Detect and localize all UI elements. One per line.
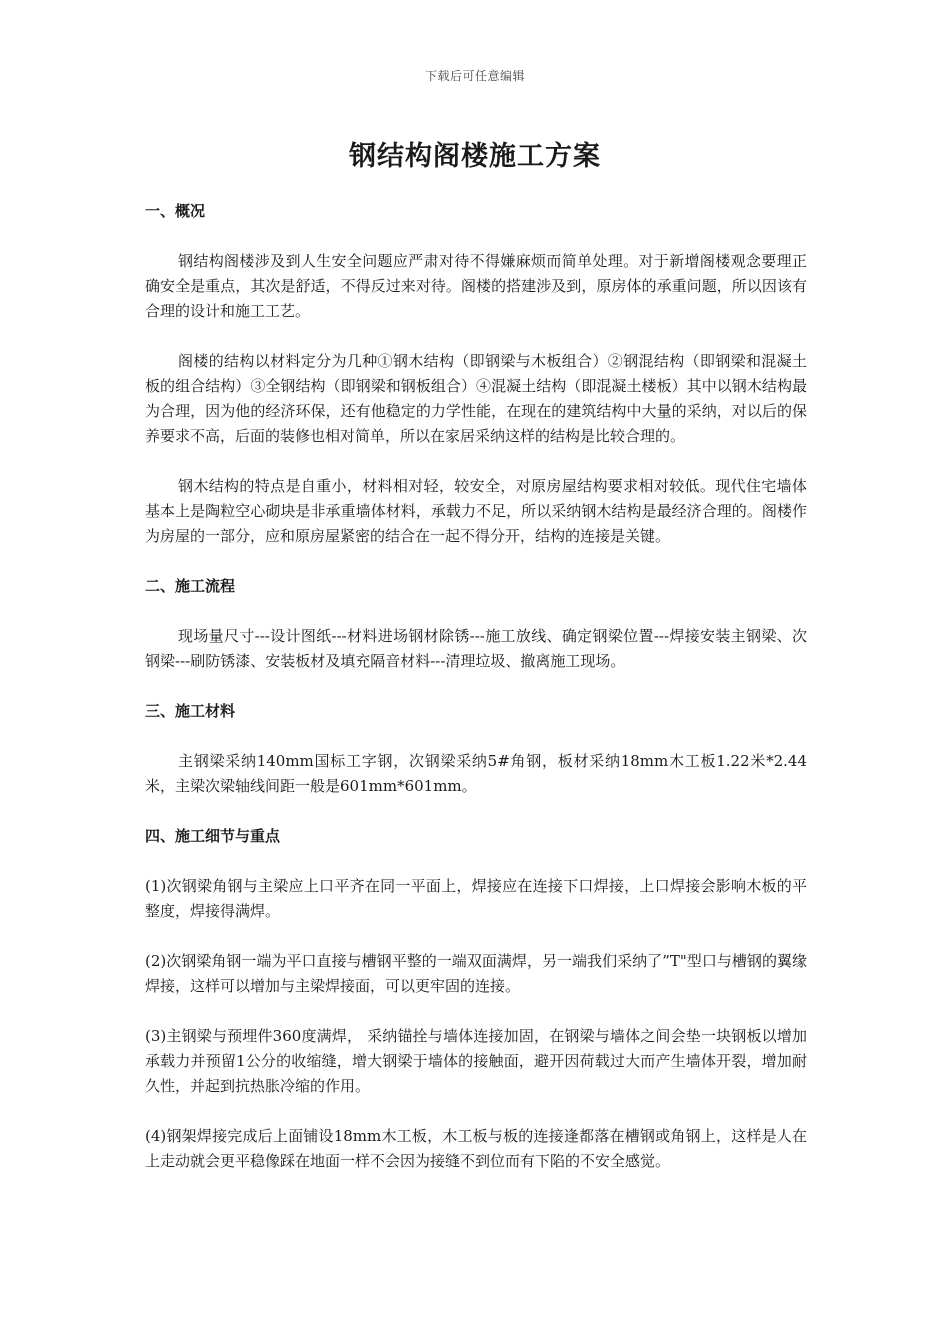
section-heading: 三、施工材料 xyxy=(145,702,236,720)
section-overview xyxy=(145,199,807,549)
paragraph: 钢结构阁楼涉及到人生安全问题应严肃对待不得嫌麻烦而简单处理。对于新增阁楼观念要理正确安全是重点，其次是舒适，不得反过来对待。阁楼的搭建涉及到，原房体的承重问题，所以因该有合理的设计和施工工艺。 xyxy=(145,252,807,320)
document-title: 钢结构阁楼施工方案 xyxy=(349,141,601,172)
section-process xyxy=(145,574,807,674)
section-materials xyxy=(145,699,807,799)
header-note: 下载后可任意编辑 xyxy=(424,69,525,83)
paragraph: 主钢梁采纳140mm国标工字钢，次钢梁采纳5#角钢，板材采纳18mm木工板1.22米*2.44米，主梁次梁轴线间距一般是601mm*601mm。 xyxy=(145,752,807,795)
list-item: (4)钢架焊接完成后上面铺设18mm木工板，木工板与板的连接逢都落在槽钢或角钢上，这样是人在上走动就会更平稳像踩在地面一样不会因为接缝不到位而有下陷的不安全感觉。 xyxy=(145,1127,807,1170)
paragraph: 阁楼的结构以材料定分为几种①钢木结构（即钢梁与木板组合）②钢混结构（即钢梁和混凝土板的组合结构）③全钢结构（即钢梁和钢板组合）④混凝土结构（即混凝土楼板）其中以钢木结构最为合理，因为他的经济环保，还有他稳定的力学性能，在现在的建筑结构中大量的采纳，对以后的保养要求不高，后面的装修也相对简单，所以在家居采纳这样的结构是比较合理的。 xyxy=(145,352,807,445)
section-details xyxy=(145,824,807,1174)
list-item: (1)次钢梁角钢与主梁应上口平齐在同一平面上，焊接应在连接下口焊接，上口焊接会影响木板的平整度，焊接得满焊。 xyxy=(145,877,807,920)
list-item: (3)主钢梁与预埋件360度满焊， 采纳锚拴与墙体连接加固，在钢梁与墙体之间会垫一块钢板以增加承载力并预留1公分的收缩缝，增大钢梁于墙体的接触面，避开因荷载过大而产生墙体开裂，增加耐久性，并起到抗热胀冷缩的作用。 xyxy=(145,1027,807,1095)
section-heading: 二、施工流程 xyxy=(145,577,236,595)
list-item: (2)次钢梁角钢一端为平口直接与槽钢平整的一端双面满焊，另一端我们采纳了”T"型口与槽钢的翼缘焊接，这样可以增加与主梁焊接面，可以更牢固的连接。 xyxy=(145,952,807,995)
section-heading: 四、施工细节与重点 xyxy=(145,827,281,845)
document-body xyxy=(145,199,807,1199)
section-heading: 一、概况 xyxy=(145,202,206,220)
paragraph: 钢木结构的特点是自重小，材料相对轻，较安全，对原房屋结构要求相对较低。现代住宅墙体基本上是陶粒空心砌块是非承重墙体材料，承载力不足，所以采纳钢木结构是最经济合理的。阁楼作为房屋的一部分，应和原房屋紧密的结合在一起不得分开，结构的连接是关键。 xyxy=(145,477,807,545)
paragraph: 现场量尺寸---设计图纸---材料进场钢材除锈---施工放线、确定钢梁位置---焊接安装主钢梁、次钢梁---刷防锈漆、安装板材及填充隔音材料---清理垃圾、撤离施工现场。 xyxy=(145,627,807,670)
